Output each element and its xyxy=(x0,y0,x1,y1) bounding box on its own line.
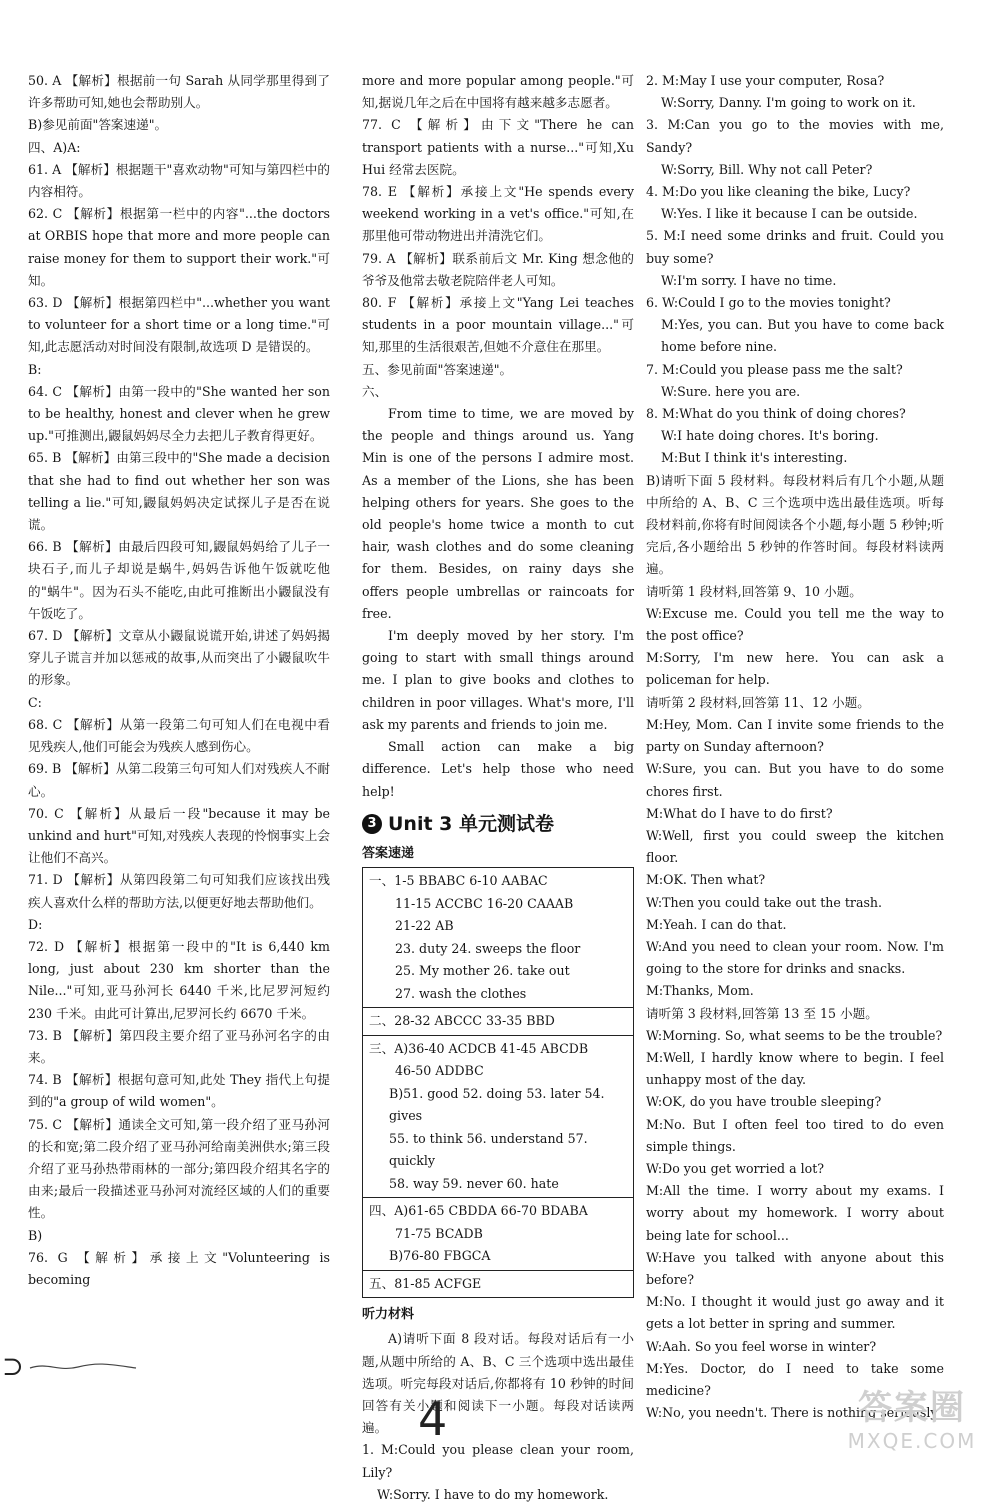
text-paragraph: M:Sorry, I'm new here. You can ask a policeman for help. xyxy=(646,650,944,688)
answer-key-section xyxy=(363,1007,633,1035)
answer-key-row: 五、81-85 ACFGE xyxy=(369,1275,482,1291)
answer-key-section xyxy=(363,1035,633,1198)
answer-key-row: 58. way 59. never 60. hate xyxy=(389,1175,559,1191)
text-paragraph: 3. M:Can you go to the movies with me, Sandy? xyxy=(646,117,944,155)
text-paragraph: M:Well, I hardly know where to begin. I feel unhappy most of the day. xyxy=(646,1049,944,1088)
text-paragraph: 7. M:Could you please pass me the salt? xyxy=(646,361,903,377)
answer-key-row: 一、1-5 BBABC 6-10 AABAC xyxy=(369,873,548,889)
text-paragraph: W:Do you get worried a lot? xyxy=(646,1160,825,1176)
answer-key-row: 23. duty 24. sweeps the floor xyxy=(395,940,581,956)
answer-key-heading: 答案速递 xyxy=(362,845,415,861)
text-paragraph: 77. C 【解析】由下文"There he can transport patients with a nurse..."可知,Xu Hui 经常去医院。 xyxy=(362,117,634,177)
text-paragraph: 61. A 【解析】根据题干"喜欢动物"可知与第四栏中的内容相符。 xyxy=(28,161,330,200)
text-paragraph: C: xyxy=(28,694,42,710)
text-paragraph: M:Hey, Mom. Can I invite some friends to the party on Sunday afternoon? xyxy=(646,716,944,755)
text-paragraph: M:Yeah. I can do that. xyxy=(646,916,787,932)
sample-essay xyxy=(362,403,634,803)
right-column xyxy=(646,70,944,1424)
text-paragraph: B)请听下面 5 段材料。每段材料后有几个小题,从题中所给的 A、B、C 三个选项中选出最佳选项。听每段材料前,你将有时间阅读各个小题,每小题 5 秒钟;听完后,各小题给出 5 秒钟的作答时间。每段材料读两遍。 xyxy=(646,472,944,577)
text-paragraph: W:Morning. So, what seems to be the trouble? xyxy=(646,1027,943,1043)
text-paragraph: W:Have you talked with anyone about this before? xyxy=(646,1249,944,1287)
answer-key-box xyxy=(362,867,634,1298)
text-paragraph: 4. M:Do you like cleaning the bike, Lucy? xyxy=(646,184,911,200)
text-paragraph: W:No, you needn't. There is nothing seriously xyxy=(646,1405,938,1421)
text-paragraph: 66. B 【解析】由最后四段可知,鼹鼠妈妈给了儿子一块石子,而儿子却说是蜗牛,妈妈告诉他午饭就吃他的"蜗牛"。因为石头不能吃,由此可推断出小鼹鼠没有午饭吃了。 xyxy=(28,539,330,621)
text-paragraph: 70. C 【解析】从最后一段"because it may be unkind and hurt"可知,对残疾人表现的怜悯事实上会让他们不高兴。 xyxy=(28,805,330,866)
text-paragraph: 6. W:Could I go to the movies tonight? xyxy=(646,295,891,311)
text-paragraph: 63. D 【解析】根据第四栏中"...whether you want to volunteer for a short time or a long time."可知,此志愿活动对时间没有限制,故选项 D 是错误的。 xyxy=(28,295,330,355)
answer-key-row: 27. wash the clothes xyxy=(395,985,527,1001)
text-paragraph: more and more popular among people."可知,据说几年之后在中国将有越来越多志愿者。 xyxy=(362,73,634,111)
text-paragraph: W:Then you could take out the trash. xyxy=(646,894,883,910)
text-paragraph: 76. G 【解析】承接上文"Volunteering is becoming xyxy=(28,1249,330,1287)
middle-column-answers xyxy=(362,70,634,403)
text-paragraph: 73. B 【解析】第四段主要介绍了亚马孙河名字的由来。 xyxy=(28,1027,330,1065)
answer-key-row: 71-75 BCADB xyxy=(395,1225,483,1241)
text-paragraph: M:No. But I often feel too tired to do even simple things. xyxy=(646,1116,944,1154)
decorative-flourish xyxy=(28,1362,138,1372)
left-column xyxy=(28,70,330,1291)
text-paragraph: 75. C 【解析】通读全文可知,第一段介绍了亚马孙河的长和宽;第二段介绍了亚马孙河给南美洲供水;第三段介绍了亚马孙热带雨林的一部分;第四段介绍其名字的由来;最后一段描述亚马孙河对流经区域的人们的重要性。 xyxy=(28,1116,330,1221)
text-paragraph: M:OK. Then what? xyxy=(646,872,766,888)
text-paragraph: M:What do I have to do first? xyxy=(646,805,833,821)
text-paragraph: 50. A 【解析】根据前一句 Sarah 从同学那里得到了许多帮助可知,她也会帮助别人。 xyxy=(28,73,330,111)
answer-key-row: 55. to think 56. understand 57. quickly xyxy=(389,1130,588,1169)
unit-number-badge: 3 xyxy=(362,814,382,834)
text-paragraph: W:Excuse me. Could you tell me the way to the post office? xyxy=(646,605,944,644)
text-paragraph: 请听第 2 段材料,回答第 11、12 小题。 xyxy=(646,694,870,710)
text-paragraph: 65. B 【解析】由第三段中的"She made a decision that she had to find out whether her son was telling a lie."可知,鼹鼠妈妈决定试探儿子是否在说谎。 xyxy=(28,450,330,533)
answer-key-row: 21-22 AB xyxy=(395,918,454,934)
essay-paragraph: From time to time, we are moved by the people and things around us. Yang Min is one of the persons I admire most. As a member of the Lions, she has been helping others for years. She goes to the old people's home twice a month to cut hair, wash clothes and do some cleaning for them. Besides, on rainy days she offers people umbrellas or raincoats for free. xyxy=(362,406,634,621)
text-paragraph: 79. A 【解析】联系前后文 Mr. King 想念他的爷爷及他常去敬老院陪伴老人可知。 xyxy=(362,250,634,288)
text-paragraph: W:Yes. I like it because I can be outside. xyxy=(661,206,918,222)
text-paragraph: 1. M:Could you please clean your room, Lily? xyxy=(362,1442,634,1480)
text-paragraph: M:Thanks, Mom. xyxy=(646,983,754,999)
page-number: 4 xyxy=(418,1392,448,1446)
text-paragraph: 2. M:May I use your computer, Rosa? xyxy=(646,73,885,88)
text-paragraph: B)参见前面"答案速递"。 xyxy=(28,117,168,133)
text-paragraph: W:Sorry, Bill. Why not call Peter? xyxy=(661,161,873,177)
text-paragraph: W:I'm sorry. I have no time. xyxy=(661,272,837,288)
listening-intro xyxy=(362,1328,634,1506)
answer-key-row: 二、28-32 ABCCC 33-35 BBD xyxy=(369,1013,555,1029)
text-paragraph: 六、 xyxy=(362,383,388,399)
text-paragraph: 62. C 【解析】根据第一栏中的内容"...the doctors at ORBIS hope that more and more people can raise money for them to support their work."可知。 xyxy=(28,206,330,288)
text-paragraph: 5. M:I need some drinks and fruit. Could you buy some? xyxy=(646,228,944,266)
text-paragraph: M:But I think it's interesting. xyxy=(661,450,848,466)
text-paragraph: 71. D 【解析】从第四段第二句可知我们应该找出残疾人喜欢什么样的帮助方法,以便更好地去帮助他们。 xyxy=(28,872,330,910)
text-paragraph: M:All the time. I worry about my exams. I worry about my homework. I worry about being late for school... xyxy=(646,1183,944,1243)
text-paragraph: 78. E 【解析】承接上文"He spends every weekend working in a vet's office."可知,在那里他可带动物进出并清洗它们。 xyxy=(362,184,634,244)
text-paragraph: 五、参见前面"答案速递"。 xyxy=(362,361,513,377)
text-paragraph: 74. B 【解析】根据句意可知,此处 They 指代上句提到的"a group of wild women"。 xyxy=(28,1072,330,1110)
answer-key-row: B)76-80 FBGCA xyxy=(389,1248,491,1264)
text-paragraph: 请听第 1 段材料,回答第 9、10 小题。 xyxy=(646,583,862,599)
unit-title xyxy=(362,813,634,835)
text-paragraph: M:Yes, you can. But you have to come back home before nine. xyxy=(661,317,944,355)
text-paragraph: 64. C 【解析】由第一段中的"She wanted her son to be healthy, honest and clever when he grew up."可推测出,鼹鼠妈妈尽全力去把儿子教育得更好。 xyxy=(28,383,330,444)
text-paragraph: W:And you need to clean your room. Now. I'm going to the store for drinks and snacks. xyxy=(646,938,944,977)
text-paragraph: M:Yes. Doctor, do I need to take some medicine? xyxy=(646,1360,944,1398)
text-paragraph: W:Sorry. I have to do my homework. xyxy=(377,1486,609,1502)
answer-key-row: 46-50 ADDBC xyxy=(395,1063,484,1079)
text-paragraph: 68. C 【解析】从第一段第二句可知人们在电视中看见残疾人,他们可能会为残疾人感到伤心。 xyxy=(28,716,330,755)
watermark-text: 答案圈 xyxy=(858,1388,966,1428)
answer-key-row: 四、A)61-65 CBDDA 66-70 BDABA xyxy=(369,1203,588,1219)
text-paragraph: A)请听下面 8 段对话。每段对话后有一小题,从题中所给的 A、B、C 三个选项中选出最佳选项。听完每段对话后,你都将有 10 秒钟的时间回答有关小题和阅读下一小题。每段对话读两遍。 xyxy=(362,1331,634,1436)
text-paragraph: W:Sorry, Danny. I'm going to work on it. xyxy=(661,95,916,111)
text-paragraph: W:Well, first you could sweep the kitchen floor. xyxy=(646,827,944,866)
unit-title-text: Unit 3 单元测试卷 xyxy=(388,812,554,835)
text-paragraph: M:No. I thought it would just go away and it gets a lot better in spring and summer. xyxy=(646,1294,944,1332)
text-paragraph: B: xyxy=(28,361,42,377)
text-paragraph: 80. F 【解析】承接上文"Yang Lei teaches students in a poor mountain village..."可知,那里的生活很艰苦,但她不介意住在那里。 xyxy=(362,295,634,355)
watermark-logo xyxy=(832,1380,992,1453)
answer-key-row: 25. My mother 26. take out xyxy=(395,963,570,979)
essay-paragraph: I'm deeply moved by her story. I'm going to start with small things around me. I plan to give books and clothes to children in poor villages. What's more, I'll ask my parents and friends to join me. xyxy=(362,628,634,732)
text-paragraph: W:Sure. here you are. xyxy=(661,383,801,399)
text-paragraph: 67. D 【解析】文章从小鼹鼠说谎开始,讲述了妈妈揭穿儿子谎言并加以惩戒的故事,从而突出了小鼹鼠吹牛的形象。 xyxy=(28,628,330,688)
answer-key-row: 三、A)36-40 ACDCB 41-45 ABCDB xyxy=(369,1040,589,1056)
text-paragraph: W:Sure, you can. But you have to do some chores first. xyxy=(646,761,944,799)
listening-heading: 听力材料 xyxy=(362,1307,415,1323)
watermark-url: MXQE.COM xyxy=(847,1429,977,1453)
text-paragraph: W:OK, do you have trouble sleeping? xyxy=(646,1094,882,1110)
text-paragraph: 69. B 【解析】从第二段第三句可知人们对残疾人不耐心。 xyxy=(28,761,330,799)
answer-key-row: 11-15 ACCBC 16-20 CAAAB xyxy=(395,895,574,911)
essay-paragraph: Small action can make a big difference. Let's help those who need help! xyxy=(362,739,634,799)
text-paragraph: W:I hate doing chores. It's boring. xyxy=(661,428,879,444)
text-paragraph: 四、A)A: xyxy=(28,139,81,155)
text-paragraph: 8. M:What do you think of doing chores? xyxy=(646,406,906,422)
middle-column xyxy=(362,70,634,1506)
text-paragraph: D: xyxy=(28,916,43,932)
text-paragraph: 请听第 3 段材料,回答第 13 至 15 小题。 xyxy=(646,1005,878,1021)
answer-key-section xyxy=(363,868,633,1007)
text-paragraph: W:Aah. So you feel worse in winter? xyxy=(646,1338,877,1354)
answer-key-section xyxy=(363,1197,633,1270)
answer-key-row: B)51. good 52. doing 53. later 54. gives xyxy=(389,1085,605,1124)
page-corner-mark: ⊃ xyxy=(2,1352,24,1382)
answer-key-section xyxy=(363,1270,633,1298)
text-paragraph: 72. D 【解析】根据第一段中的"It is 6,440 km long, just about 230 km shorter than the Nile..."可知,亚马孙河长 6440 千米,比尼罗河短约 230 千米。由此可计算出,尼罗河长约 6670 千米。 xyxy=(28,938,330,1021)
text-paragraph: B) xyxy=(28,1227,43,1243)
